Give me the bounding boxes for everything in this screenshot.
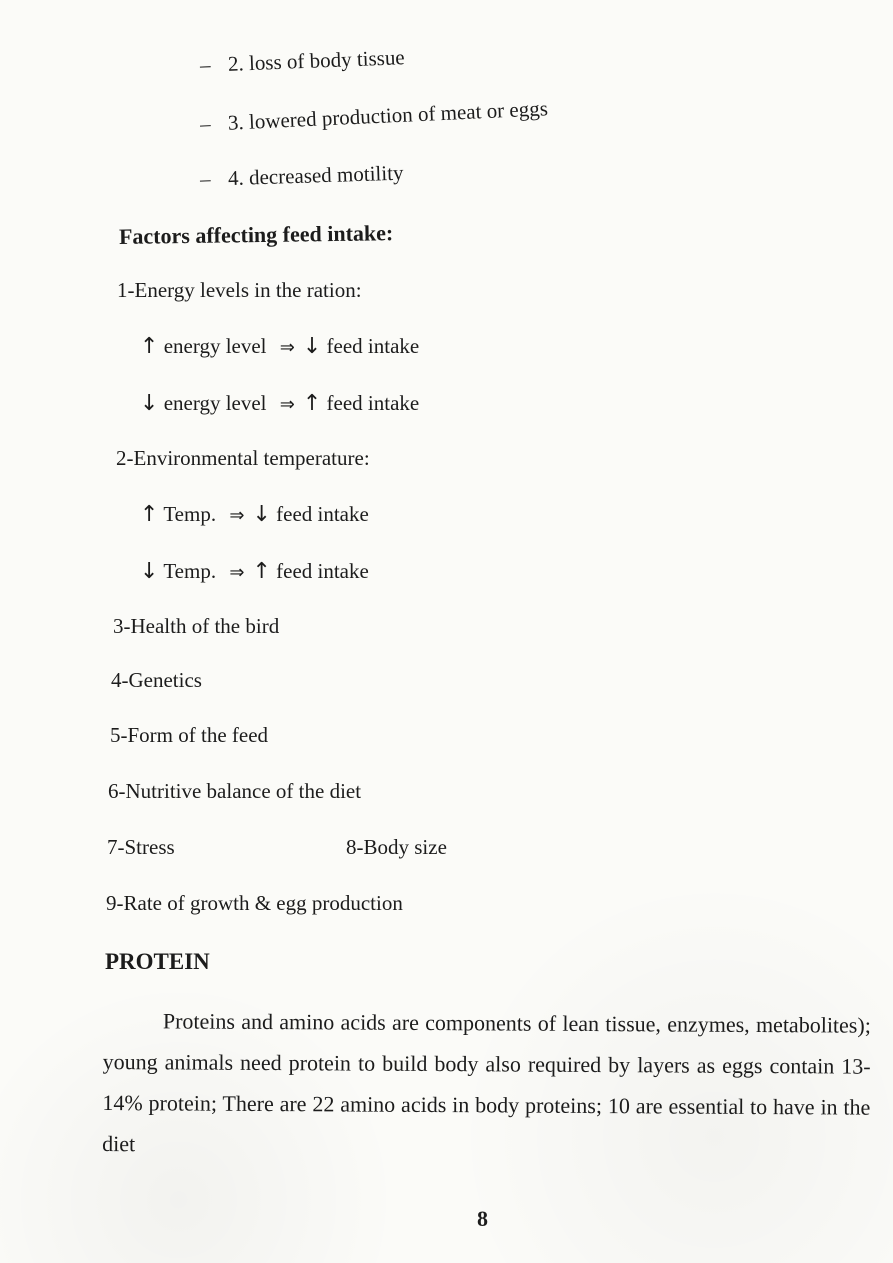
down-arrow-icon: ↓ (140, 559, 159, 584)
up-arrow-icon: ↑ (252, 559, 271, 584)
loss-item-2 (200, 44, 406, 78)
factor-growth-rate: 9-Rate of growth & egg production (106, 891, 403, 915)
dash-bullet: – (199, 166, 211, 191)
factors-heading: Factors affecting feed intake: (118, 220, 394, 249)
temp-up-left: Temp. (163, 502, 217, 526)
energy-down-right: feed intake (326, 391, 420, 415)
implies-arrow-icon: ⇒ (229, 505, 245, 526)
dash-bullet: – (199, 111, 212, 136)
loss-item-2-text: 2. loss of body tissue (227, 45, 406, 76)
temp-up-right: feed intake (276, 502, 369, 526)
temp-down-right: feed intake (276, 559, 369, 583)
implies-arrow-icon: ⇒ (229, 562, 245, 583)
up-arrow-icon: ↑ (140, 334, 159, 359)
factor-energy-title: 1-Energy levels in the ration: (117, 278, 362, 302)
factor-body-size: 8-Body size (346, 835, 447, 859)
energy-up-left: energy level (163, 334, 267, 358)
up-arrow-icon: ↑ (140, 502, 159, 527)
factor-nutritive-balance: 6-Nutritive balance of the diet (108, 779, 362, 803)
page-number: 8 (477, 1206, 488, 1231)
implies-arrow-icon: ⇒ (279, 337, 295, 358)
energy-up-right: feed intake (326, 334, 420, 358)
temp-down-left: Temp. (163, 559, 217, 583)
factor-health: 3-Health of the bird (113, 614, 280, 638)
loss-item-3 (199, 95, 548, 137)
energy-down-row (140, 390, 419, 418)
up-arrow-icon: ↑ (302, 391, 322, 416)
factor-genetics: 4-Genetics (111, 668, 202, 692)
loss-item-4-text: 4. decreased motility (227, 160, 404, 191)
factor-stress: 7-Stress (107, 835, 175, 859)
down-arrow-icon: ↓ (252, 502, 271, 527)
down-arrow-icon: ↓ (302, 334, 322, 359)
factor-feed-form: 5-Form of the feed (110, 723, 269, 747)
energy-up-row (140, 333, 419, 361)
factor-temperature-title: 2-Environmental temperature: (116, 446, 370, 470)
loss-item-4 (200, 160, 404, 192)
protein-paragraph: Proteins and amino acids are components of lean tissue, enzymes, metabolites); young animals need protein to build body also required by layers as eggs contain 13-14% protein; There are 22 amino acids in body proteins; 10 are essential to have in the diet (102, 1008, 871, 1157)
implies-arrow-icon: ⇒ (279, 394, 295, 415)
loss-item-3-text: 3. lowered production of meat or eggs (227, 96, 549, 135)
dash-bullet: – (199, 52, 211, 77)
down-arrow-icon: ↓ (140, 391, 159, 416)
temp-up-row (140, 501, 369, 529)
energy-down-left: energy level (163, 391, 267, 415)
temp-down-row (140, 558, 369, 586)
protein-heading: PROTEIN (105, 949, 210, 974)
